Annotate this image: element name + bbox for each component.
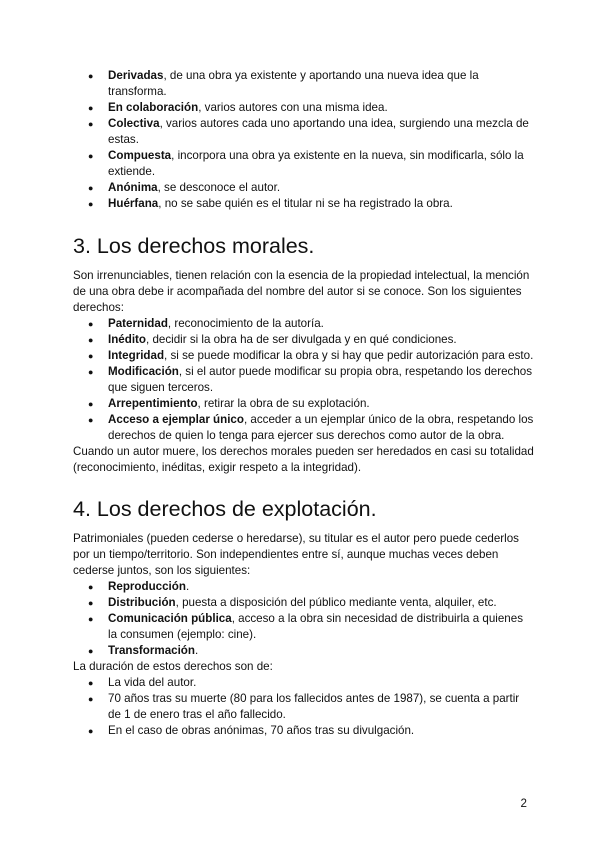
list-item: ● Anónima, se desconoce el autor. bbox=[108, 180, 535, 196]
section-closing: Cuando un autor muere, los derechos morales pueden ser heredados en casi su totalidad (reconocimiento, inéditas, exigir respeto a la integridad). bbox=[73, 445, 534, 474]
list-item: ● 70 años tras su muerte (80 para los fallecidos antes de 1987), se cuenta a partir de 1 de enero tras el año fallecido. bbox=[108, 691, 535, 723]
section-intro: Patrimoniales (pueden cederse o heredarse), su titular es el autor pero puede cederlos por un tiempo/territorio. Son independientes entre sí, aunque muchas veces deben cederse juntos, son los siguientes: bbox=[73, 532, 519, 577]
duration-intro: La duración de estos derechos son de: bbox=[73, 660, 273, 673]
list-item: ● La vida del autor. bbox=[108, 675, 535, 691]
page-number: 2 bbox=[520, 797, 527, 810]
list-item: ● Compuesta, incorpora una obra ya existente en la nueva, sin modificarla, sólo la extiende. bbox=[108, 148, 535, 180]
list-item: ● Derivadas, de una obra ya existente y aportando una nueva idea que la transforma. bbox=[108, 68, 535, 100]
section-heading-derechos-morales: 3. Los derechos morales. bbox=[73, 234, 315, 258]
duration-list bbox=[73, 675, 535, 739]
list-item: ● En el caso de obras anónimas, 70 años tras su divulgación. bbox=[108, 723, 535, 739]
list-item: ● Paternidad, reconocimiento de la autoría. bbox=[108, 316, 535, 332]
list-item: ● Comunicación pública, acceso a la obra sin necesidad de distribuirla a quienes la consumen (ejemplo: cine). bbox=[108, 611, 535, 643]
derechos-morales-list bbox=[73, 316, 535, 444]
list-item: ● Integridad, si se puede modificar la obra y si hay que pedir autorización para esto. bbox=[108, 348, 535, 364]
list-item: ● Modificación, si el autor puede modificar su propia obra, respetando los derechos que siguen terceros. bbox=[108, 364, 535, 396]
list-item: ● En colaboración, varios autores con una misma idea. bbox=[108, 100, 535, 116]
list-item: ● Reproducción. bbox=[108, 579, 535, 595]
obra-types-list bbox=[73, 68, 535, 212]
list-item: ● Arrepentimiento, retirar la obra de su explotación. bbox=[108, 396, 535, 412]
list-item: ● Inédito, decidir si la obra ha de ser divulgada y en qué condiciones. bbox=[108, 332, 535, 348]
document-page bbox=[73, 68, 535, 739]
list-item: ● Huérfana, no se sabe quién es el titular ni se ha registrado la obra. bbox=[108, 196, 535, 212]
list-item: ● Transformación. bbox=[108, 643, 535, 659]
list-item: ● Distribución, puesta a disposición del público mediante venta, alquiler, etc. bbox=[108, 595, 535, 611]
section-intro: Son irrenunciables, tienen relación con la esencia de la propiedad intelectual, la mención de una obra debe ir acompañada del nombre del autor si se conoce. Son los siguientes derechos: bbox=[73, 269, 530, 314]
list-item: ● Colectiva, varios autores cada uno aportando una idea, surgiendo una mezcla de estas. bbox=[108, 116, 535, 148]
derechos-explotacion-list bbox=[73, 579, 535, 659]
section-heading-derechos-explotacion: 4. Los derechos de explotación. bbox=[73, 497, 377, 521]
list-item: ● Acceso a ejemplar único, acceder a un ejemplar único de la obra, respetando los derechos de quien lo tenga para ejercer sus derechos como autor de la obra. bbox=[108, 412, 535, 444]
